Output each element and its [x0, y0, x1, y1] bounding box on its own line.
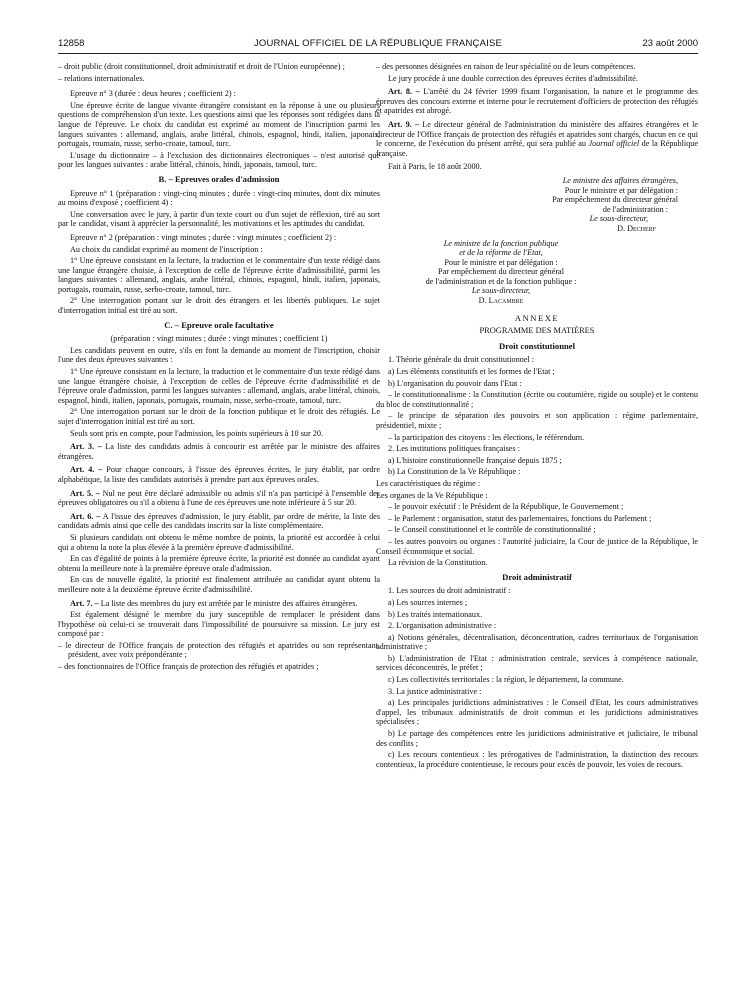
- programme-item: a) Les sources internes ;: [388, 597, 468, 607]
- paragraph: Est également désigné le membre du jury susceptible de remplacer le président dans l'hypothèse où celui-ci se trouverait dans l'impossibilité de poursuivre sa mission. Le jury est composé par :: [58, 610, 380, 639]
- article-text: de la République française.: [376, 139, 698, 158]
- programme-item: – le Parlement : organisation, statut des parlementaires, fonctions du Parlement ;: [388, 513, 652, 523]
- paragraph: Epreuve n° 1 (préparation : vingt-cinq minutes ; durée : vingt-cinq minutes, dont dix minutes au moins d'exposé ; coefficient 4) :: [58, 188, 380, 208]
- article-7: [58, 599, 380, 609]
- programme-item: a) Notions générales, décentralisation, déconcentration, cadres territoriaux de l'organisation administrative ;: [376, 632, 698, 652]
- annex-heading: ANNEXE: [514, 312, 560, 323]
- signatory-title: et de la réforme de l'Etat,: [459, 248, 543, 258]
- signature-line: de l'administration :: [602, 204, 668, 214]
- article-6: [58, 512, 380, 531]
- article-4: [58, 465, 380, 484]
- signature-line: Pour le ministre et par délégation :: [444, 257, 558, 267]
- header-rule: [58, 53, 698, 54]
- article-label: Art. 6. –: [70, 511, 101, 521]
- signature-block-2: [376, 239, 698, 306]
- subject-heading: Droit constitutionnel: [499, 340, 575, 351]
- programme-item: b) La Constitution de la Ve République :: [388, 467, 521, 477]
- paragraph: Une conversation avec le jury, à partir d'un texte court ou d'un sujet de réflexion, tiré au sort par le candidat, visant à apprécier la personnalité, les motivations et les aptitudes du candidat.: [58, 209, 380, 229]
- programme-item: a) L'histoire constitutionnelle française depuis 1875 ;: [388, 455, 562, 465]
- programme-item: Les organes de la Ve République :: [376, 490, 488, 500]
- paragraph: Epreuve n° 2 (préparation : vingt minutes ; durée : vingt minutes ; coefficient 2) :: [70, 232, 337, 242]
- left-column: [58, 62, 380, 674]
- article-label: Art. 7. –: [70, 598, 99, 608]
- signatory-function: Le sous-directeur,: [589, 214, 648, 224]
- programme-item: b) Le partage des compétences entre les juridictions administrative et judiciaire, le tribunal des conflits ;: [376, 729, 698, 748]
- article-text: A l'issue des épreuves d'admission, le jury établit, par ordre de mérite, la liste des candidats admis ainsi que celle des candidats inscrits sur la liste complémentaire.: [58, 511, 381, 531]
- signatory-title: Le ministre de la fonction publique: [443, 238, 559, 248]
- article-text: La liste des membres du jury est arrêtée par le ministre des affaires étrangères.: [98, 598, 358, 608]
- article-text: La liste des candidats admis à concourir est arrêtée par le ministre des affaires étrangères.: [58, 442, 380, 461]
- article-text: Nul ne peut être déclaré admissible ou admis s'il n'a pas participé à l'ensemble des épreuves obligatoires ou s'il a obtenu à l'une de ces épreuves une note inférieure à 5 sur 20.: [58, 488, 380, 508]
- signature-line: de l'administration et de la fonction publique :: [425, 276, 577, 286]
- signatory-name: D. Lacambre: [478, 296, 524, 306]
- programme-item: b) Les traités internationaux.: [388, 609, 483, 619]
- programme-item: – le Conseil constitutionnel et le contrôle de constitutionnalité ;: [388, 525, 596, 535]
- journal-name: Journal officiel: [588, 139, 640, 149]
- programme-item: – le principe de séparation des pouvoirs et son application : régime parlementaire, présidentiel, mixte ;: [376, 411, 698, 430]
- paragraph: 1° Une épreuve consistant en la lecture, la traduction et le commentaire d'un texte rédigé dans une langue étrangère choisie, à l'exception de celles de l'épreuve écrite d'admissibilité et de l'épreuve orale d'admission, parmi les langues suivantes : allemand, anglais, arabe littéral, chinois, espagnol, hindi, italien, japonais, portugais, roumain, russe, serbo-croate, tamoul, turc.: [58, 367, 380, 405]
- article-label: Art. 3. –: [70, 442, 102, 452]
- signature-line: Par empêchement du directeur général: [438, 267, 564, 277]
- paragraph: 2° Une interrogation portant sur le droit des étrangers et les libertés publiques. Le sujet d'interrogation initial est tiré au sort.: [58, 296, 380, 316]
- programme-heading: PROGRAMME DES MATIÈRES: [479, 326, 595, 336]
- signature-line: Pour le ministre et par délégation :: [564, 185, 678, 195]
- section-heading: B. – Epreuves orales d'admission: [158, 173, 280, 184]
- programme-item: 1. Théorie générale du droit constitutionnel :: [388, 355, 535, 365]
- paragraph: – droit public (droit constitutionnel, droit administratif et droit de l'Union européenne) ;: [58, 62, 345, 71]
- article-text: Pour chaque concours, à l'issue des épreuves écrites, le jury établit, par ordre alphabétique, la liste des candidats autorisés à prendre part aux épreuves orales.: [58, 465, 380, 484]
- programme-item: – le pouvoir exécutif : le Président de la République, le Gouvernement ;: [388, 502, 624, 512]
- droit-constitutionnel-list: [376, 355, 698, 567]
- section-heading: C. – Epreuve orale facultative: [164, 319, 274, 330]
- droit-administratif-list: [376, 586, 698, 769]
- signatory-title: Le ministre des affaires étrangères,: [562, 175, 678, 185]
- article-label: Art. 4. –: [70, 465, 103, 475]
- article-8: [376, 87, 698, 116]
- article-text: L'arrêté du 24 février 1999 fixant l'organisation, la nature et le programme des épreuves des concours externe et interne pour le recrutement d'officiers de protection des réfugiés et apatrides est abrogé.: [376, 87, 698, 116]
- article-label: Art. 8. –: [388, 87, 420, 97]
- programme-item: b) L'administration de l'Etat : administration centrale, services à compétence nationale, services déconcentrés, le préfet ;: [376, 653, 698, 673]
- right-column: [376, 62, 698, 771]
- article-text: Le directeur général de l'administration du ministère des affaires étrangères et le directeur de l'Office français de protection des réfugiés et apatrides sont chargés, chacun en ce qui le concerne, de l'exécution du présent arrêté, qui sera publié au: [376, 119, 698, 149]
- paragraph: Epreuve n° 3 (durée : deux heures ; coefficient 2) :: [70, 89, 236, 99]
- programme-item: – la participation des citoyens : les élections, le référendum.: [388, 432, 585, 442]
- article-9: [376, 120, 698, 158]
- programme-item: – le constitutionnalisme : la Constitution (écrite ou coutumière, rigide ou souple) et le contenu du bloc de constitutionnalité ;: [376, 390, 698, 409]
- list-item: – le directeur de l'Office français de protection des réfugiés et apatrides ou son représentant, président, avec voix prépondérante ;: [58, 640, 380, 660]
- signature-line: Par empêchement du directeur général: [552, 195, 678, 205]
- programme-item: c) Les recours contentieux : les prérogatives de l'administration, la distinction des recours contentieux, la procédure contentieuse, le recours pour excès de pouvoir, les voies de recours.: [376, 750, 698, 769]
- list-item: – des fonctionnaires de l'Office français de protection des réfugiés et apatrides ;: [58, 662, 319, 672]
- subject-heading: Droit administratif: [502, 571, 572, 582]
- article-label: Art. 5. –: [70, 488, 100, 498]
- signatory-name: D. Decherf: [617, 223, 656, 233]
- programme-item: c) Les collectivités territoriales : la région, le département, la commune.: [388, 675, 624, 685]
- paragraph: – relations internationales.: [58, 73, 145, 83]
- article-5: [58, 489, 380, 508]
- programme-item: 2. L'organisation administrative :: [388, 621, 497, 631]
- article-3: [58, 442, 380, 461]
- issue-date: 23 août 2000: [642, 38, 698, 49]
- page-header: [58, 38, 698, 52]
- programme-item: 1. Les sources du droit administratif :: [388, 586, 511, 596]
- programme-item: Les caractéristiques du régime :: [376, 478, 481, 488]
- paragraph: Seuls sont pris en compte, pour l'admission, les points supérieurs à 10 sur 20.: [70, 428, 323, 438]
- paragraph: L'usage du dictionnaire – à l'exclusion des dictionnaires électroniques – n'est autorisé que pour les langues suivantes : arabe littéral, chinois, hindi, japonais, tamoul, turc.: [58, 150, 380, 170]
- paragraph: En cas d'égalité de points à la première épreuve écrite, la priorité est donnée au candidat ayant obtenu la meilleure note à la première épreuve orale d'admission.: [58, 554, 380, 573]
- article-label: Art. 9. –: [388, 119, 420, 129]
- signing-place-date: Fait à Paris, le 18 août 2000.: [388, 162, 482, 172]
- paragraph: En cas de nouvelle égalité, la priorité est finalement attribuée au candidat ayant obtenu la meilleure note à la deuxième épreuve écrite d'admissibilité.: [58, 575, 380, 594]
- programme-item: a) Les éléments constitutifs et les formes de l'Etat ;: [388, 367, 555, 377]
- programme-item: a) Les principales juridictions administratives : le Conseil d'Etat, les cours administratives d'appel, les tribunaux administratifs de droit commun et les juridictions administratives spécialisées ;: [376, 698, 698, 727]
- paragraph: Le jury procède à une double correction des épreuves écrites d'admissibilité.: [388, 73, 638, 83]
- programme-item: 3. La justice administrative :: [388, 686, 482, 696]
- journal-title: JOURNAL OFFICIEL DE LA RÉPUBLIQUE FRANÇAISE: [253, 38, 503, 49]
- paragraph: Une épreuve écrite de langue vivante étrangère consistant en la réponse à une ou plusieurs questions de compréhension d'un texte. Les questions ainsi que les réponses sont rédigées dans la langue de l'épreuve. Le choix du candidat est exprimé au moment de l'inscription parmi les langues suivantes : allemand, anglais, arabe littéral, chinois, espagnol, hindi, italien, japonais, portugais, roumain, russe, serbo-croate, tamoul, turc.: [58, 100, 380, 149]
- programme-item: – les autres pouvoirs ou organes : l'autorité judiciaire, la Cour de justice de la République, le Conseil économique et social.: [376, 536, 698, 556]
- programme-item: La révision de la Constitution.: [388, 558, 488, 568]
- list-item: – des personnes désignées en raison de leur spécialité ou de leurs compétences.: [376, 62, 636, 71]
- paragraph: Si plusieurs candidats ont obtenu le même nombre de points, la priorité est accordée à celui qui a obtenu la note la plus élevée à la première épreuve d'admissibilité.: [58, 532, 380, 552]
- paragraph: Au choix du candidat exprimé au moment de l'inscription :: [70, 244, 263, 254]
- signature-block-1: [376, 176, 698, 234]
- paragraph: (préparation : vingt minutes ; durée : vingt minutes ; coefficient 1): [110, 334, 328, 344]
- programme-item: 2. Les institutions politiques françaises :: [388, 444, 520, 454]
- programme-item: b) L'organisation du pouvoir dans l'Etat :: [388, 378, 522, 388]
- signatory-function: Le sous-directeur,: [471, 286, 531, 296]
- page-number: 12858: [58, 38, 85, 49]
- paragraph: Les candidats peuvent en outre, s'ils en font la demande au moment de l'inscription, choisir l'une des deux épreuves suivantes :: [58, 345, 380, 365]
- paragraph: 1° Une épreuve consistant en la lecture, la traduction et le commentaire d'un texte rédigé dans une langue étrangère choisie, à l'exception de celle de l'épreuve écrite d'admissibilité, parmi les langues suivantes : allemand, anglais, arabe littéral, chinois, espagnol, hindi, italien, japonais, portugais, roumain, russe, serbo-croate, tamoul, turc.: [58, 256, 380, 294]
- paragraph: 2° Une interrogation portant sur le droit de la fonction publique et le droit des réfugiés. Le sujet d'interrogation initial est tiré au sort.: [58, 407, 380, 426]
